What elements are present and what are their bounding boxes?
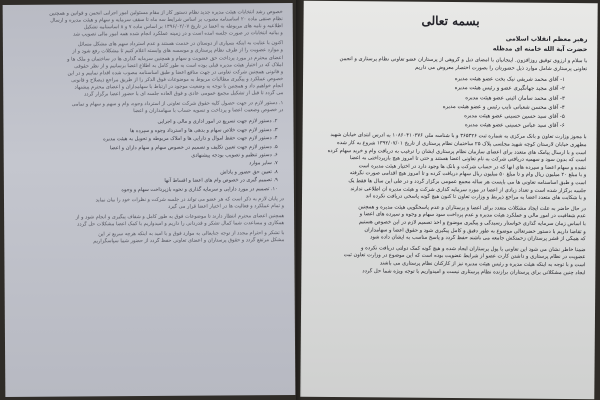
text-line: و با شکایت های متعدد اعضا به مراجع ذیربط و وزارت تعاون تا کنون هیچ گونه پاسخی دریافت نکرده اند [365, 193, 587, 202]
paragraph [12, 196, 284, 212]
list-item: ۱- آقای محمد شریفی نیک بخت عضو هیئت مدیره [454, 76, 566, 84]
text-line: با اساس زمان سرمایه گذاری خواستار رسیدگی و پیگیری موضوع و اخذ تصمیم لازم در این خصوص هستیم [358, 219, 586, 228]
text-line: اعضای محترم در مورد پرداخت حق عضویت و سهام و همچنین سرمایه گذاری ها در ساختمان و ملک ها و [67, 54, 284, 63]
list-item: ۳- آقای محمد سامان ائینی عضو هیئت مدیره [465, 94, 565, 102]
list-item: ۶. دستور تنظیم و تصویب بودجه پیشنهادی [191, 152, 278, 159]
text-line: با مجوز وزارت تعاون و بانک مرکزی به شماره ثبت ۳۶۵۳۲۶ و با شناسه ملی ۱۰۸۶۰۴۱۰۳۷۶ به آدرس ابتدای خیابان شهید [330, 132, 587, 141]
text-line: همچنین اعضای محترم انتظار دارند تا موضوعات فوق به طور کامل و شفاف پیگیری و انجام شود و از [75, 213, 285, 221]
paragraph [11, 40, 283, 99]
text-line: است که بدون سود و سهمیه دریافتی شرکت به نام تعاونی اعضا هستند و حتی تا امروز هیچ بازپرداختی به اعضا [349, 155, 587, 164]
text-line: اکنون با عنایت به اینکه بسیاری از دوستان در خدمت هستند و عدم استرداد سهم های مشکل مسائل [77, 40, 283, 48]
numbered-list [11, 117, 284, 195]
list-item: ۱۰. تصمیم در مورد دارایی و سرمایه گذاری و نحوه بازپرداخت سهام و وجوه [121, 185, 278, 193]
address-line: رهبر معظم انقلاب اسلامی [505, 35, 588, 44]
text-line: همکاری و مساعدت شما کمال تشکر و قدردانی را داریم و امیدواریم با کمک اعضا مشکلات حل گردد [77, 220, 285, 228]
left-document-page [3, 3, 296, 397]
list-item: ۳. دستور لازم جهت خلاص سهام و بدهی ها و استرداد وجوه و سپرده ها [130, 126, 278, 134]
text-line: که همگی از قشر پرستاران زحمتکش جامعه می باشند حفظ گردد و پاسخ مناسب به ایشان داده شود [370, 234, 586, 243]
text-line: خصوص رشد انتخابات هیئت مدیره جدید نظام دستور کار از مقام مسئولین امور اجرایی انجمن و قوانین و همچنین [49, 9, 283, 17]
list-item: ۲- آقای مجید جهانگیری عضو و رئیس هیئت مدیره [454, 85, 565, 93]
list-item: ۶- آقای سید عباس حسینی عضو هیئت مدیره [464, 122, 565, 130]
text-line: اطلاعیه و نامه های مربوطه به اعضا در تاریخ ۱۳۹۶/۰۲/۰۷ بر اساس ماده ۷ و ۸ اساسنامه تشکیل [83, 23, 283, 31]
list-item: ۲. دستور لازم جهت تسریع در امور اداری و مالی و اجرایی [157, 118, 278, 126]
list-item: ۵. دستور لازم جهت تعیین تکلیف و تصمیم در خصوص سهام و سهام داران و اعضا [109, 143, 278, 151]
text-line: و با مبلغ ۲۰ میلیون ریال وام و تا مبلغ ۵۰ میلیون ریال سهام دریافت کرده و تا امروز هیچ اقدامی صورت نگرفته [349, 170, 587, 179]
text-line: است و با توجه به اینکه هیئت مدیره و رئیس هیئت مدیره نیز از کارکنان نظام پرستاری می باشند [379, 260, 586, 269]
paragraph [11, 9, 283, 39]
list-item: ۸. تعیین حق حضور و پاداش [220, 168, 278, 176]
paragraph [12, 230, 284, 246]
list-item: ۷. سایر موارد [249, 160, 278, 167]
text-line: در خصوص وضعیت اعضا و پرداخت و تسویه حساب با سهامداران و اعضا [133, 107, 284, 115]
text-line: املاک که در اختیار هیئت مدیره قبلی بوده است به طور کامل به اطلاع اعضا برسانیم و از نظر حقوقی [74, 61, 284, 70]
text-line: تعاونی پرستاری شامل موارد ذیل حضورتان را بصورت اختصار معروض می داریم [415, 64, 588, 72]
paragraph [11, 100, 283, 116]
paragraph [311, 245, 585, 278]
text-line: در حال حاضر به علت ایجاد مشکلات متعدد برای اعضا و پرستاران و عدم پاسخگویی هیئت مدیره و همچنین [358, 203, 586, 212]
paragraph [312, 204, 586, 244]
list-item: ۴. دستور لازم جهت حفظ اموال و دارایی ها و املاک مربوطه و تحویل به هیئت مدیره [103, 135, 278, 143]
right-document-page [300, 1, 597, 400]
text-line: است و با ارسال پیامک های متعدد برای اعضای سازمان نظام پرستاری ایشان را ترغیب به دریافت وام و خرید سهام کرده [327, 147, 587, 156]
list-item: ۵- آقای سید حسین حسینی عضو هیئت مدیره [464, 113, 565, 121]
text-line: ۱. دستور لازم در جهت حصول کلیه حقوق شرکت تعاونی از استرداد وجوه، وام و سهم و سهام و تمامی [71, 100, 284, 108]
text-line: عضویت در نظام پرستاری و داشتن کارت عضو از شرایط عضویت بوده است که این موضوع در وزارت تعاون ثبت [343, 252, 586, 261]
paragraph [312, 132, 587, 203]
page-gap-shadow [296, 0, 302, 400]
list-item: ۴- آقای محسن شعبانی نایب رئیس و عضو هیئت مدیره [442, 103, 565, 111]
text-line: ایجاد چنین مشکلاتی برای پرستاران برازنده نظام پرستاری نیست و امیدواریم با توجه ویژه شما حل گردد [362, 267, 586, 276]
text-line: نشده و سهام اعضا و سپرده های آنها که در حساب شرکت و بانک ها وجود دارد در اختیار هیئت مدیره است [358, 162, 587, 171]
text-line: عدم شفافیت در امور مالی و عملکرد هیئت مدیره و عدم پرداخت سود سهام و وجوه و سپرده های اعضا و [359, 211, 586, 220]
text-line: و تمام عملکرد و فعالیت ها در اختیار اعضا قرار می گیرد [168, 203, 285, 210]
text-line: و موارد عضویت را از طرف نظام پرستاری و موسسه های وابسته اعلام کنیم تا مشکلات رفع شود و از [72, 47, 283, 56]
text-line: انجام خواهیم داد و همچنین با توجه به وضعیت موجود در ارتباط با سهامداران و اعضای محترم پیشنهاد [74, 82, 284, 91]
address-line: حضرت آیة الله خامنه ای مدظله [492, 45, 588, 54]
address-block [313, 33, 587, 54]
list-item: ۹. تصمیم گیری در خصوص وام های اعضا و اقساط آنها [164, 177, 278, 185]
text-line: و قانونی همچنین شرکت تعاونی در جهت منافع اعضا و طبق اساسنامه مصوب شده اقدام نماییم و در این [67, 68, 284, 77]
text-line: نظام صنفی ماده ۲۰ اساسنامه مصوب بر اساس شرایط سه ماه تا سقف سرمایه و سهام و هیئت مدیره و ارسال [50, 16, 283, 24]
text-line: خصوص عملکرد و پیگیری مطالبات مربوط به موضوعات فوق الذکر را از طریق مراجع ذیصلاح و قانونی [71, 75, 284, 84]
text-line: و بیانیه انتخابات در صورت جلسه آمده است و در زمینه عملکرد انجام شده همه امور مالی تصویب شد [73, 30, 283, 38]
page-title: بسمه تعالی [421, 13, 480, 29]
text-line: ضمنا خاطر نشان می شود این تعاونی با پول پرستاران ایجاد شده و هیچ گونه کمک دولتی دریافت نکرده و [360, 244, 586, 253]
text-line: جلسه برگزار شده است و تعداد زیادی از اعضا در مورد سرمایه گذاری شرکت و هیئت مدیره آن اطلاعی ندارند [350, 185, 587, 194]
member-list [313, 74, 587, 132]
text-line: مشکل مرتفع گردد و حقوق پرستاران و اعضای تعاونی حفظ گردد از حضور شما سپاسگزاریم [93, 237, 285, 245]
left-page-body [11, 9, 285, 249]
right-page-body [311, 132, 586, 280]
text-line: مطهری خیابان لارستان کوچه شهید مجلسی پلاک ۲۵ ساختمان نظام پرستاری از تاریخ ۱۳۹۲/۰۷/۰۱ شروع به کار شده [337, 140, 587, 149]
text-line: با سلام و آرزوی توفیق روزافزون. اینجانبان با امضای ذیل و گروهی از پرستاران عضو تعاونی نظام پرستاری و انجمن [339, 56, 588, 65]
paragraph [12, 213, 284, 229]
text-line: در پایان لازم به ذکر است که هر عضو می تواند در جلسه شرکت و نظرات خود را بیان نماید [95, 196, 285, 204]
text-line: با تشکر و احترام مجدد از توجه جنابعالی به موارد فوق و با امید به اینکه هرچه سریع تر این [98, 230, 285, 238]
text-line: است و طبق اساسنامه تعاونی ها می بایست هر ساله مجمع عمومی برگزار گردد و در طی این سال ها فقط یک [348, 178, 587, 187]
text-line: و تقاضا داریم با دستور حضرتعالی موضوع به طور دقیق و کامل پیگیری شود و حقوق اعضا و سهامداران [364, 226, 586, 235]
text-line: می گردد تا قبل از تشکیل مجمع عمومی عادی و فوق العاده جلسه ای با حضور اعضا برگزار گردد [84, 90, 284, 98]
